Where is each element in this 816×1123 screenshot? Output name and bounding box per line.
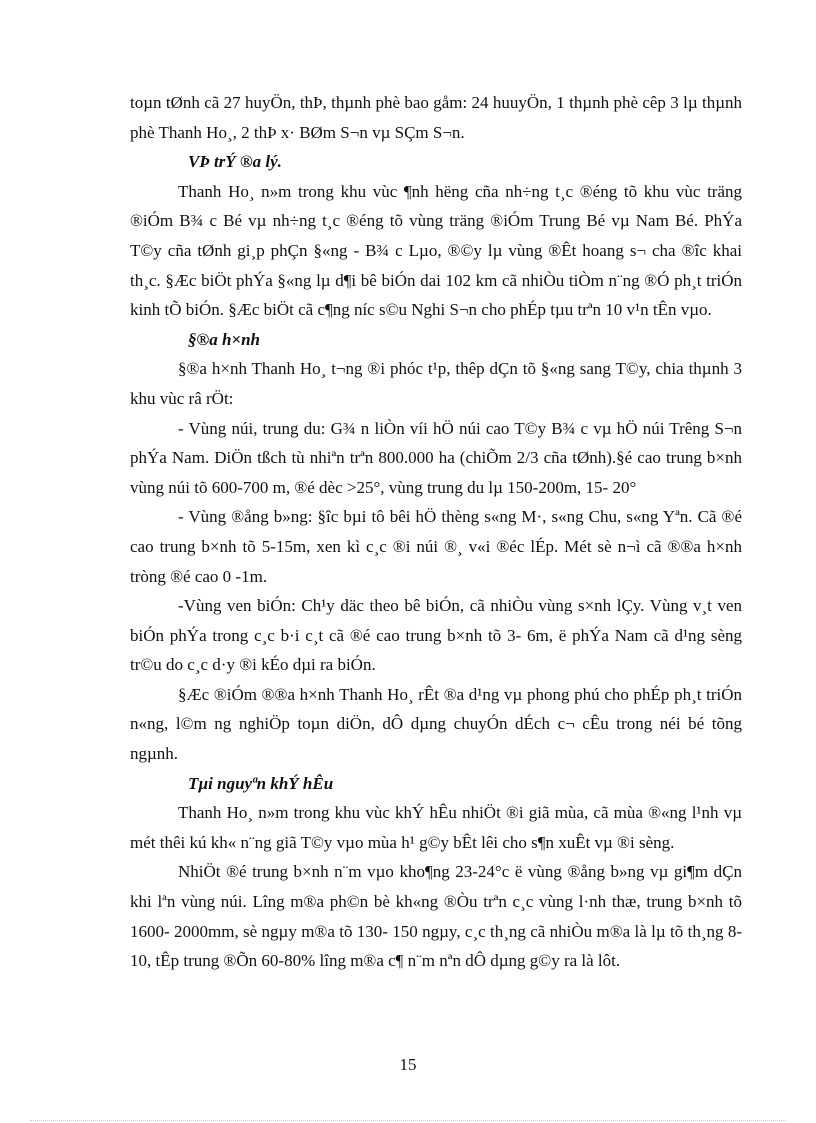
paragraph-5: - Vùng ®ång b»ng: §îc bµi tô bêi hÖ thèng s«ng M·, s«ng Chu, s«ng Yªn. Cã ®é cao trung b×nh tõ 5-15m, xen kì c¸c ®i núi ®¸ v«i ®éc lÉp. Mét sè n¬ì cã ®®a h×nh tròng ®é cao 0 -1m. <box>130 507 742 586</box>
paragraph-3: §®a h×nh Thanh Ho¸ t¬ng ®i phóc t¹p, thêp dÇn tõ §«ng sang T©y, chia thµnh 3 khu vùc râ rÖt: <box>130 359 742 408</box>
heading-climate: Tµi nguyªn khÝ hÊu <box>188 773 334 793</box>
paragraph-8: Thanh Ho¸ n»m trong khu vùc khÝ hÊu nhiÖt ®i giã mùa, cã mùa ®«ng l¹nh vµ mét thêi kú kh« n¨ng giã T©y vµo mùa h¹ g©y bÊt lêi cho s¶n xuÊt vµ ®i sèng. <box>130 803 742 852</box>
paragraph-1: toµn tØnh cã 27 huyÖn, thÞ, thµnh phè bao gåm: 24 huuyÖn, 1 thµnh phè cêp 3 lµ thµnh phè Thanh Ho¸, 2 thÞ x· BØm S¬n vµ SÇm S¬n. <box>130 93 742 142</box>
paragraph-7: §Æc ®iÓm ®®a h×nh Thanh Ho¸ rÊt ®a d¹ng vµ phong phú cho phÉp ph¸t triÓn n«ng, l©m ng nghiÖp toµn diÖn, dÔ dµng chuyÓn dÉch c¬ cÊu trong néi bé tõng ngµnh. <box>130 684 742 764</box>
paragraph-9: NhiÖt ®é trung b×nh n¨m vµo kho¶ng 23-24°c ë vùng ®ång b»ng vµ gi¶m dÇn khi lªn vùng núi. Lîng m®a ph©n bè kh«ng ®Òu trªn c¸c vùng l·nh thæ, trung b×nh tõ 1600- 2000mm, sè ngµy m®a tõ 130- 150 ngµy, c¸c th¸ng cã nhiÒu m®a là lµ tõ th¸ng 8-10, tÊp trung ®Õn 60-80% lîng m®a c¶ n¨m nªn dÔ dµng g©y ra là lôt. <box>130 862 742 971</box>
page-number: 15 <box>399 1055 417 1074</box>
paragraph-4: - Vùng núi, trung du: G¾ n liÒn víi hÖ núi cao T©y B¾ c vµ hÖ núi Trêng S¬n phÝa Nam. DiÖn tßch tù nhiªn trªn 800.000 ha (chiÕm 2/3 cña tØnh).§é cao trung b×nh vùng núi tõ 600-700 m, ®é dèc >25°, vùng trung du lµ 150-200m, 15- 20° <box>130 418 742 497</box>
heading-location: VÞ trÝ ®a lý. <box>188 152 282 172</box>
paragraph-6: -Vùng ven biÓn: Ch¹y däc theo bê biÓn, cã nhiÒu vùng s×nh lÇy. Vùng v¸t ven biÓn phÝa trong c¸c b·i c¸t cã ®é cao trung b×nh tõ 3- 6m, ë phÝa Nam cã d¹ng sèng tr©u do c¸c d·y ®i kÉo dµi ra biÓn. <box>130 596 742 675</box>
paragraph-2: Thanh Ho¸ n»m trong khu vùc ¶nh hëng cña nh÷ng t¸c ®éng tõ khu vùc träng ®iÓm B¾ c Bé vµ nh÷ng t¸c ®éng tõ vùng träng ®iÓm Trung Bé vµ Nam Bé. PhÝa T©y cña tØnh gi¸p phÇn §«ng - B¾ c Lµo, ®©y lµ vùng ®Êt hoang s¬ cha ®îc khai th¸c. §Æc biÖt phÝa §«ng lµ d¶i bê biÓn dai 102 km cã nhiÒu tiÒm n¨ng ®Ó ph¸t triÓn kinh tÕ biÓn. §Æc biÖt cã c¶ng níc s©u Nghi S¬n cho phÉp tµu trªn 10 v¹n tÊn vµo. <box>130 181 742 320</box>
body-text <box>130 88 742 976</box>
heading-terrain: §®a h×nh <box>188 329 261 349</box>
page-bottom-divider <box>30 1120 786 1121</box>
